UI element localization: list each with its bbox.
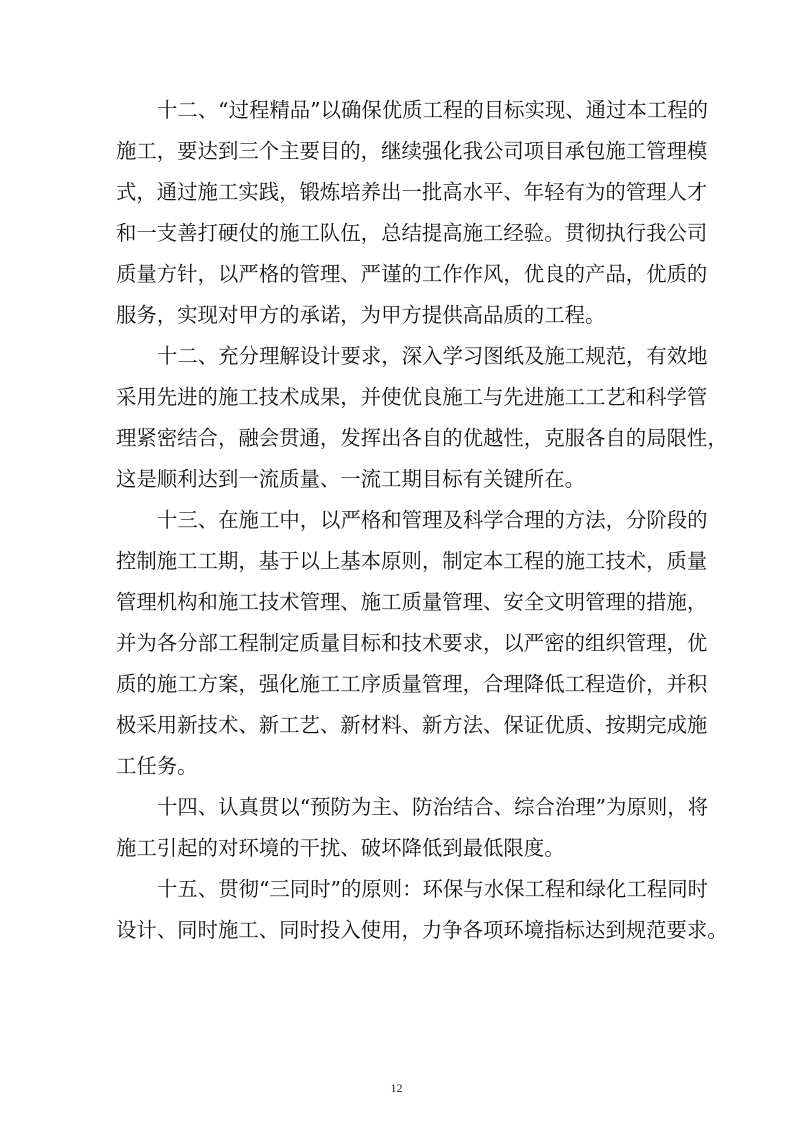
- text-line: 十三、在施工中，以严格和管理及科学合理的方法，分阶段的: [157, 508, 708, 532]
- text-line: 设计、同时施工、同时投入使用，力争各项环境指标达到规范要求。: [116, 918, 728, 942]
- text-line: 工任务。: [116, 754, 198, 778]
- text-line: 和一支善打硬仗的施工队伍，总结提高施工经验。贯彻执行我公司: [116, 221, 708, 245]
- text-line: 质的施工方案，强化施工工序质量管理，合理降低工程造价，并积: [116, 672, 708, 696]
- text-line: 理紧密结合，融会贯通，发挥出各自的优越性，克服各自的局限性，: [116, 426, 728, 450]
- text-line: 管理机构和施工技术管理、施工质量管理、安全文明管理的措施，: [116, 590, 708, 614]
- text-line: 十二、“过程精品”以确保优质工程的目标实现、通过本工程的: [157, 98, 709, 122]
- document-body: [116, 90, 728, 951]
- text-line: 施工引起的对环境的干扰、破坏降低到最低限度。: [116, 836, 565, 860]
- paragraph-environment-principle: [116, 787, 709, 869]
- paragraph-construction-management: [116, 500, 708, 787]
- paragraph-quality-goal: [116, 90, 709, 336]
- text-line: 十二、充分理解设计要求，深入学习图纸及施工规范，有效地: [157, 344, 708, 368]
- text-line: 式，通过施工实践，锻炼培养出一批高水平、年轻有为的管理人才: [116, 180, 708, 204]
- text-line: 极采用新技术、新工艺、新材料、新方法、保证优质、按期完成施: [116, 713, 708, 737]
- text-line: 这是顺利达到一流质量、一流工期目标有关键所在。: [116, 467, 585, 491]
- paragraph-three-simultaneous: [116, 869, 728, 951]
- text-line: 十五、贯彻“三同时”的原则：环保与水保工程和绿化工程同时: [157, 877, 709, 901]
- text-line: 施工，要达到三个主要目的，继续强化我公司项目承包施工管理模: [116, 139, 708, 163]
- page-number: 12: [390, 1081, 403, 1095]
- text-line: 采用先进的施工技术成果，并使优良施工与先进施工工艺和科学管: [116, 385, 708, 409]
- text-line: 质量方针，以严格的管理、严谨的工作作风，优良的产品，优质的: [116, 262, 708, 286]
- paragraph-design-requirements: [116, 336, 728, 500]
- text-line: 十四、认真贯以“预防为主、防治结合、综合治理”为原则，将: [157, 795, 709, 819]
- text-line: 并为各分部工程制定质量目标和技术要求，以严密的组织管理，优: [116, 631, 708, 655]
- text-line: 控制施工工期，基于以上基本原则，制定本工程的施工技术，质量: [116, 549, 708, 573]
- text-line: 服务，实现对甲方的承诺，为甲方提供高品质的工程。: [116, 303, 606, 327]
